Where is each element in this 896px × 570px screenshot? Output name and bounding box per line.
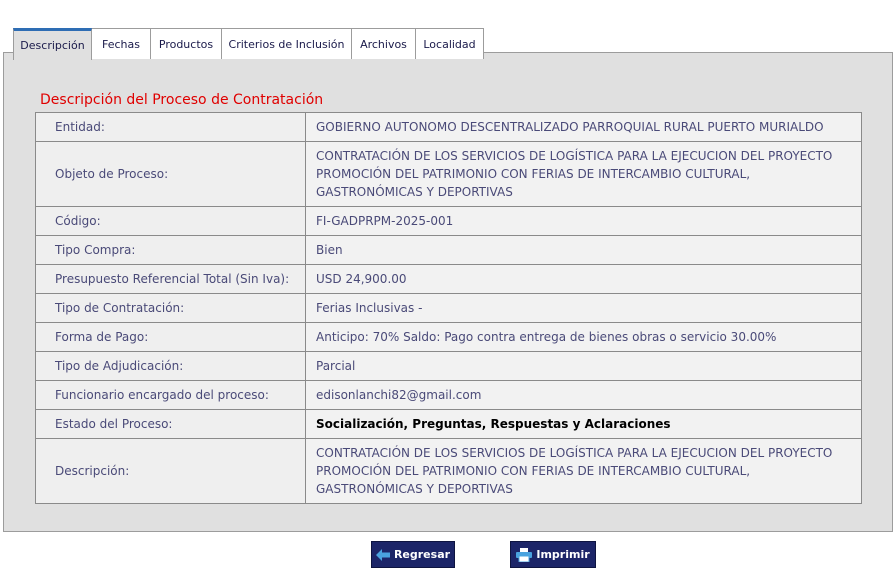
row-label: Forma de Pago:	[36, 323, 306, 352]
status-value: Socialización, Preguntas, Respuestas y Aclaraciones	[306, 410, 862, 439]
row-label: Descripción:	[36, 439, 306, 504]
table-row	[36, 352, 862, 381]
print-button-label: Imprimir	[536, 548, 590, 561]
row-value: FI-GADPRPM-2025-001	[306, 207, 862, 236]
print-button[interactable]	[510, 541, 596, 568]
row-label: Estado del Proceso:	[36, 410, 306, 439]
table-row	[36, 142, 862, 207]
row-label: Tipo Compra:	[36, 236, 306, 265]
tab-descripcion[interactable]: Descripción	[13, 28, 92, 60]
row-value: Bien	[306, 236, 862, 265]
row-label: Tipo de Contratación:	[36, 294, 306, 323]
table-row	[36, 323, 862, 352]
table-row	[36, 207, 862, 236]
row-value: CONTRATACIÓN DE LOS SERVICIOS DE LOGÍSTICA PARA LA EJECUCION DEL PROYECTO PROMOCIÓN DEL PATRIMONIO CON FERIAS DE INTERCAMBIO CULTURAL, GASTRONÓMICAS Y DEPORTIVAS	[306, 439, 862, 504]
table-row	[36, 265, 862, 294]
row-label: Tipo de Adjudicación:	[36, 352, 306, 381]
table-row	[36, 294, 862, 323]
row-label: Entidad:	[36, 113, 306, 142]
table-row	[36, 381, 862, 410]
row-label: Objeto de Proceso:	[36, 142, 306, 207]
tab-localidad[interactable]: Localidad	[416, 28, 484, 59]
tab-fechas[interactable]: Fechas	[92, 28, 151, 59]
row-value: edisonlanchi82@gmail.com	[306, 381, 862, 410]
section-title: Descripción del Proceso de Contratación	[40, 92, 324, 108]
back-button-label: Regresar	[393, 548, 451, 561]
row-value: Ferias Inclusivas -	[306, 294, 862, 323]
arrow-left-icon	[376, 549, 390, 561]
tab-bar	[13, 28, 484, 60]
table-row	[36, 439, 862, 504]
tab-productos[interactable]: Productos	[151, 28, 222, 59]
row-label: Funcionario encargado del proceso:	[36, 381, 306, 410]
row-value: CONTRATACIÓN DE LOS SERVICIOS DE LOGÍSTICA PARA LA EJECUCION DEL PROYECTO PROMOCIÓN DEL PATRIMONIO CON FERIAS DE INTERCAMBIO CULTURAL, GASTRONÓMICAS Y DEPORTIVAS	[306, 142, 862, 207]
row-value: GOBIERNO AUTONOMO DESCENTRALIZADO PARROQUIAL RURAL PUERTO MURIALDO	[306, 113, 862, 142]
row-label: Presupuesto Referencial Total (Sin Iva):	[36, 265, 306, 294]
printer-icon	[516, 548, 532, 562]
table-row	[36, 113, 862, 142]
tab-criterios-inclusion[interactable]: Criterios de Inclusión	[222, 28, 352, 59]
table-row	[36, 236, 862, 265]
row-value: USD 24,900.00	[306, 265, 862, 294]
tab-archivos[interactable]: Archivos	[352, 28, 416, 59]
table-row	[36, 410, 862, 439]
back-button[interactable]	[371, 541, 455, 568]
row-label: Código:	[36, 207, 306, 236]
row-value: Anticipo: 70% Saldo: Pago contra entrega de bienes obras o servicio 30.00%	[306, 323, 862, 352]
row-value: Parcial	[306, 352, 862, 381]
process-details-table	[35, 112, 862, 504]
